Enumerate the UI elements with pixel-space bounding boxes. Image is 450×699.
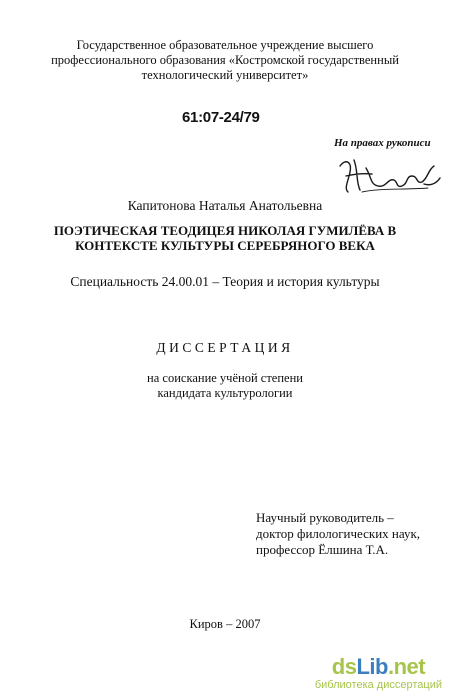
watermark-subtitle: библиотека диссертаций xyxy=(314,679,442,691)
supervisor-line: Научный руководитель – xyxy=(256,510,394,525)
rights-note: На правах рукописи xyxy=(334,137,431,149)
institution-line: профессионального образования «Костромской государственный xyxy=(51,53,399,67)
institution-line: Государственное образовательное учреждение высшего xyxy=(76,38,374,52)
watermark-logo xyxy=(315,655,442,679)
degree-purpose xyxy=(0,371,450,401)
title-line: КОНТЕКСТЕ КУЛЬТУРЫ СЕРЕБРЯНОГО ВЕКА xyxy=(75,238,375,253)
library-code: 61:07-24/79 xyxy=(182,109,260,126)
logo-part: Lib xyxy=(356,654,388,679)
logo-part: ds xyxy=(331,654,357,679)
dissertation-title xyxy=(0,223,450,253)
supervisor-line: доктор филологических наук, xyxy=(256,526,421,541)
purpose-line: на соискание учёной степени xyxy=(147,371,303,385)
author-name: Капитонова Наталья Анатольевна xyxy=(127,198,323,213)
institution-line: технологический университет» xyxy=(141,68,309,82)
handwritten-signature xyxy=(332,148,442,198)
purpose-line: кандидата культурологии xyxy=(157,386,293,400)
watermark[interactable] xyxy=(315,655,442,692)
document-type: ДИССЕРТАЦИЯ xyxy=(156,340,294,355)
supervisor-block xyxy=(256,510,420,558)
logo-part: .net xyxy=(387,654,426,679)
city-year: Киров – 2007 xyxy=(189,617,261,631)
institution-header xyxy=(0,38,450,83)
supervisor-line: профессор Ёлшина Т.А. xyxy=(256,542,389,557)
title-line: ПОЭТИЧЕСКАЯ ТЕОДИЦЕЯ НИКОЛАЯ ГУМИЛЁВА В xyxy=(53,223,397,238)
specialty: Специальность 24.00.01 – Теория и история культуры xyxy=(70,274,380,289)
